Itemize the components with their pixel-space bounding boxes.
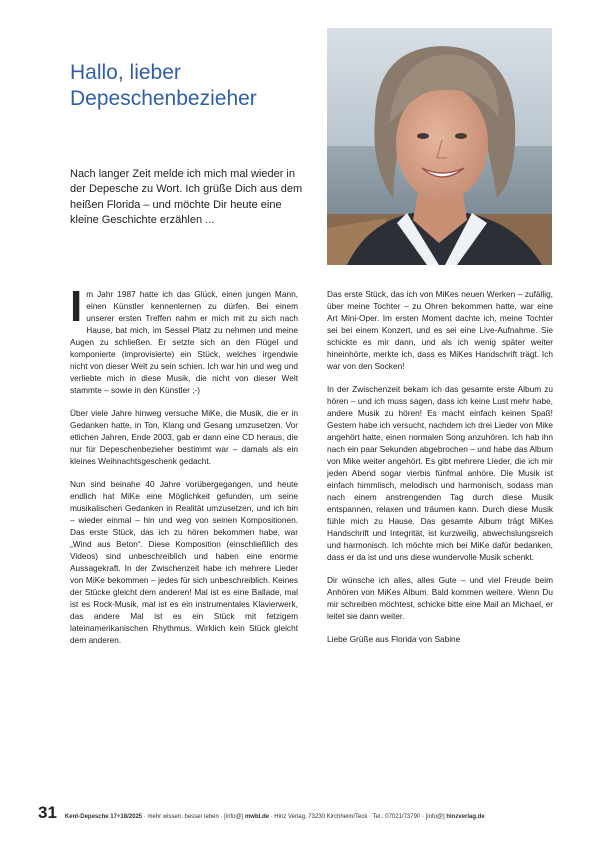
- article-paragraph: [70, 282, 298, 396]
- footer-text: [65, 814, 485, 820]
- page-number: 31: [38, 803, 57, 822]
- footer-text-part: · mehr wissen, besser leben · [info@]: [142, 814, 245, 820]
- footer-text-part: · Hinz Verlag, 73230 Kirchheim/Teck · Tel.: 07021/73790 · [info@]: [268, 814, 447, 820]
- headline-line-1: Hallo, lieber: [70, 61, 181, 84]
- article-paragraph: Dir wünsche ich alles, alles Gute – und viel Freude beim Anhören von MiKes Album. Bald kommen weitere. Wenn Du mir schreiben möchtest, schicke bitte eine Mail an Michael, er leitet sie dann weiter.: [327, 575, 553, 621]
- author-photo: [327, 28, 552, 265]
- headline: [70, 60, 310, 112]
- portrait-photo-icon: [327, 28, 552, 265]
- lead-paragraph: Nach langer Zeit melde ich mich mal wieder in der Depesche zu Wort. Ich grüße Dich aus dem heißen Florida – und möchte Dir heute eine kleine Geschichte erzählen ...: [70, 168, 303, 227]
- website-link[interactable]: mwbl.de: [244, 814, 269, 820]
- article-paragraph: Nun sind beinahe 40 Jahre vorübergegangen, und heute endlich hat MiKe eine Möglichkeit gefunden, um seine musikalischen Gedanken in Realität umzusetzen, und ich bin – wieder einmal – hin und weg von seinen Kompositionen. Das erste Stück, das ich zu hören bekommen habe, war „Wind aus Beton“. Diese Komposition (einschließlich des Videos) sind unbeschreiblich und haben eine enorme Aussagekraft. In der Zwischenzeit habe ich mehrere Lieder von MiKe bekommen – jedes für sich unbeschreiblich. Keines der Stücke gleicht dem anderen! Mal ist es eine Ballade, mal ist es Rock-Musik, mal ist es ein instrumentales Klavierwerk, das andere Mal ist es ein Stück mit fetzigem lateinamerikanischen Rhythmus. Wirklich kein Stück gleicht dem anderen.: [70, 479, 298, 645]
- website-link[interactable]: hinzverlag.de: [446, 814, 485, 820]
- headline-line-2: Depeschenbezieher: [70, 87, 257, 110]
- article-paragraph: In der Zwischenzeit bekam ich das gesamte erste Album zu hören – und ich muss sagen, dass ich keine Lust mehr habe, andere Musik zu hören! Es macht einfach keinen Spaß! Gestern habe ich versucht, nachdem ich drei Lieder von Mike angehört hatte, einen normalen Song anzuhören. Ich hab ihn nach ein paar Sekunden abgebrochen – und habe das Album von Mike weiter angehört. Es gibt mehrere Lieder, die ich mir jeden Abend sogar vierbis fünfmal anhöre. Die Musik ist einfach himmlisch, melodisch und harmonisch, sodass man nach einem anstrengenden Tag durch diese Musik entspannen, relaxen und träumen kann. Durch diese Musik fühle mich zu Hause. Das gesamte Album trägt MiKes Handschrift und Integrität, ist kurzweilig, abwechslungsreich und harmonisch. Ich möchte mich bei MiKe dafür bedanken, dass er da ist und uns diese wundervolle Musik schenkt.: [327, 384, 553, 562]
- signature-line: Liebe Grüße aus Florida von Sabine: [327, 634, 461, 644]
- article-column-right: [327, 288, 553, 656]
- article-column-left: [70, 282, 298, 657]
- drop-cap: I: [70, 282, 83, 331]
- footer: [38, 803, 558, 823]
- article-paragraph: Über viele Jahre hinweg versuche MiKe, die Musik, die er in Gedanken hatte, in Ton, Klang und Gesang umzusetzen. Vor etlichen Jahren, Ende 2003, gab er dann eine CD heraus, die nur für Depeschenbezieher bestimmt war – damals als ein kleines Weihnachtsgeschenk gedacht.: [70, 408, 298, 466]
- article-paragraph: Das erste Stück, das ich von MiKes neuen Werken – zufällig, über meine Tochter – zu Ohren bekommen hatte, war eine Art Mini-Oper. Im ersten Moment dachte ich, meine Tochter sei bei einem Konzert, und es sei eine Live-Aufnahme. Sie schickte es mir dann, und als ich wenig später weiter hineinhörte, merkte ich, dass es MiKes Handschrift trägt. Ich war von den Socken!: [327, 289, 553, 371]
- publication-name: Kent-Depesche 17+18/2025: [64, 814, 143, 820]
- paragraph-text: m Jahr 1987 hatte ich das Glück, einen jungen Mann, einen Künstler kennenlernen zu dürfen. Bei einem unserer ersten Treffen nahm er mich mit zu sich nach Hause, bat mich, im Sessel Platz zu nehmen und meine Augen zu schließen. Er setzte sich an den Flügel und komponierte (improvisierte) ein Stück, welches irgendwie nicht von dieser Welt zu sein schien. Ich war hin und weg und verliebte mich in diese Musik, die nicht von dieser Welt stammte – sowie in den Künstler ;-): [70, 289, 298, 395]
